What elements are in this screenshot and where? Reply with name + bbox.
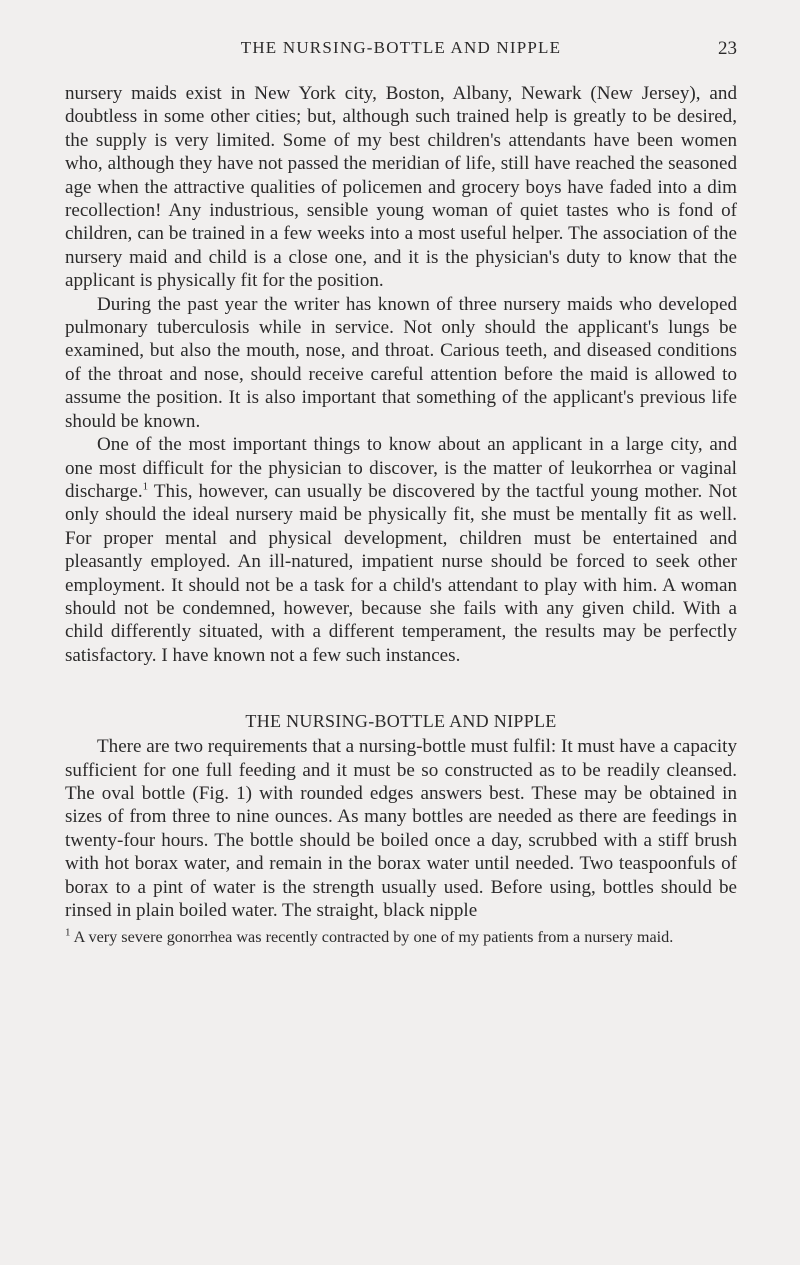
- section-heading: THE NURSING-BOTTLE AND NIPPLE: [245, 711, 557, 732]
- book-page: [65, 38, 737, 946]
- paragraph: nursery maids exist in New York city, Boston, Albany, Newark (New Jersey), and doubtless in some other cities; but, although such trained help is greatly to be desired, the supply is very limited. Some of my best children's attendants have been women who, although they have not passed the meridian of life, still have reached the seasoned age when the attractive qualities of policemen and grocery boys have faded into a dim recollection! Any industrious, sensible young woman of quiet tastes who is fond of children, can be trained in a few weeks into a most useful helper. The association of the nursery maid and child is a close one, and it is the physician's duty to know that the applicant is physically fit for the position.: [65, 83, 737, 292]
- paragraph: During the past year the writer has known of three nursery maids who developed pulmonary tuberculosis while in service. Not only should the applicant's lungs be examined, but also the mouth, nose, and throat. Carious teeth, and diseased conditions of the throat and nose, should receive careful attention before the maid is allowed to assume the position. It is also important that something of the applicant's previous life should be known.: [65, 293, 737, 432]
- paragraph: There are two requirements that a nursing-bottle must fulfil: It must have a capacity sufficient for one full feeding and it must be so constructed as to be readily cleansed. The oval bottle (Fig. 1) with rounded edges answers best. These may be obtained in sizes of from three to nine ounces. As many bottles are needed as there are feedings in twenty-four hours. The bottle should be boiled once a day, scrubbed with a stiff brush with hot borax water, and remain in the borax water until needed. Two teaspoonfuls of borax to a pint of water is the strength usually used. Before using, bottles should be rinsed in plain boiled water. The straight, black nipple: [65, 736, 737, 921]
- body-text: [65, 82, 737, 922]
- footnote: [65, 928, 737, 946]
- running-head-title: THE NURSING-BOTTLE AND NIPPLE: [240, 38, 562, 57]
- paragraph-text: This, however, can usually be discovered by the tactful young mother. Not only should the ideal nursery maid be physically fit, she must be mentally fit as well. For proper mental and physical development, children must be entertained and pleasantly employed. An ill-natured, impatient nurse should be forced to seek other employment. It should not be a task for a child's attendant to play with him. A woman should not be condemned, however, because she fails with any given child. With a child differently situated, with a different temperament, the results may be perfectly satisfactory. I have known not a few such instances.: [65, 480, 737, 666]
- footnote-mark: 1: [65, 927, 71, 940]
- page-number: 23: [718, 38, 737, 59]
- footnote-reference: 1: [142, 480, 149, 493]
- paragraph: [65, 433, 737, 667]
- footnote-text: A very severe gonorrhea was recently contracted by one of my patients from a nursery maid.: [73, 928, 674, 947]
- paragraph-text: One of the most important things to know about an applicant in a large city, and one most difficult for the physician to discover, is the matter of leukorrhea or vaginal discharge.: [65, 434, 737, 502]
- running-head: [65, 38, 737, 64]
